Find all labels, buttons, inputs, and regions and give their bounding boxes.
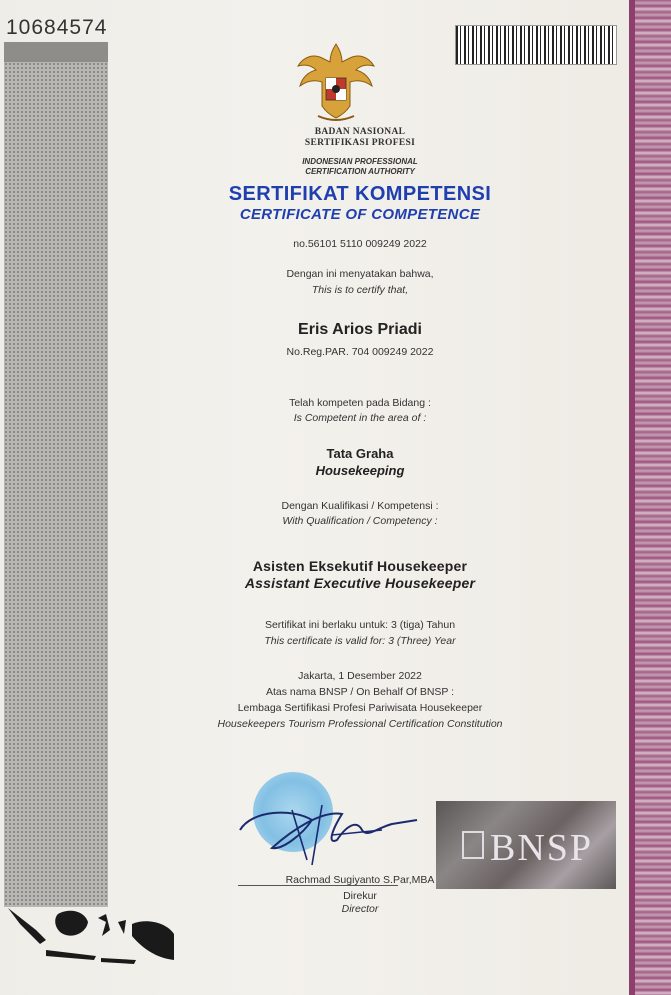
qualification-id: Asisten Eksekutif Housekeeper [252,558,468,574]
serial-number: 10684574 [6,16,108,39]
halftone-security-strip [4,62,108,907]
organization-name-en [110,157,610,177]
competent-label-id: Telah kompeten pada Bidang : [289,397,431,409]
competency-field-en: Housekeeping [315,463,405,478]
organization-name-id-line2: SERTIFIKASI PROFESI [304,138,416,148]
hologram-box-icon [462,831,484,859]
organization-name-en-line2: CERTIFICATION AUTHORITY [305,167,415,176]
certificate-title-id: SERTIFIKAT KOMPETENSI [228,183,492,205]
institution-name-en: Housekeepers Tourism Professional Certification Constitution [217,718,503,730]
place-date: Jakarta, 1 Desember 2022 [298,670,422,682]
signature-icon [232,790,422,880]
signatory-name: Rachmad Sugiyanto S.Par,MBA [285,874,435,886]
certificate-number: no.56101 5110 009249 2022 [293,238,427,250]
certificate-title-en: CERTIFICATE OF COMPETENCE [239,206,481,223]
holder-name: Eris Arios Priadi [298,321,422,338]
organization-name-id [110,127,610,149]
qualification-label-en: With Qualification / Competency : [282,515,438,527]
institution-name-id: Lembaga Sertifikasi Profesi Pariwisata Housekeeper [237,702,483,714]
left-strip-header [4,42,108,64]
qualification-en: Assistant Executive Housekeeper [244,575,476,591]
organization-name-en-line1: INDONESIAN PROFESSIONAL [302,157,418,166]
signatory-title-en: Director [341,903,379,915]
registration-number: No.Reg.PAR. 704 009249 2022 [286,346,434,358]
validity-text-id: Sertifikat ini berlaku untuk: 3 (tiga) Tahun [264,619,456,631]
validity-text-en: This certificate is valid for: 3 (Three) Year [264,635,456,647]
competent-label-en: Is Competent in the area of : [293,412,427,424]
organization-name-id-line1: BADAN NASIONAL [314,127,406,137]
barcode [455,25,617,65]
indonesia-map-icon [6,900,176,970]
hologram-text: BNSP [490,827,594,869]
qualification-label-id: Dengan Kualifikasi / Kompetensi : [281,500,439,512]
signatory-title-id: Direkur [343,890,377,902]
garuda-emblem-icon [292,36,380,126]
certify-text-id: Dengan ini menyatakan bahwa, [286,268,434,280]
on-behalf-text: Atas nama BNSP / On Behalf Of BNSP : [265,686,455,698]
certify-text-en: This is to certify that, [311,284,409,296]
ornamental-border [629,0,671,995]
competency-field-id: Tata Graha [326,446,394,461]
